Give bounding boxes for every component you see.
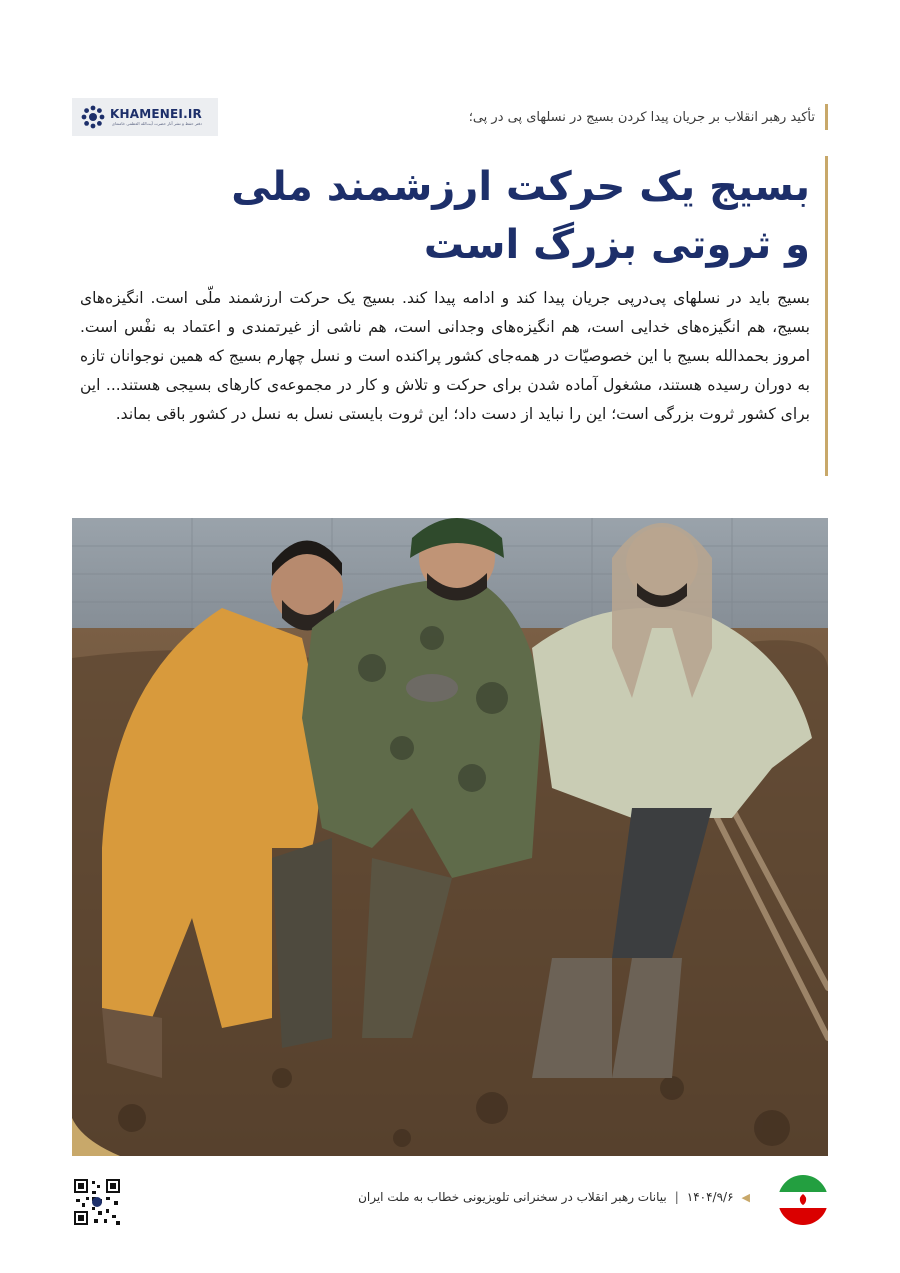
source-text: بیانات رهبر انقلاب در سخنرانی تلویزیونی خطاب به ملت ایران <box>358 1190 667 1204</box>
source-citation <box>358 1190 750 1204</box>
headline <box>90 158 810 274</box>
site-logo[interactable] <box>72 98 218 136</box>
source-date: ۱۴۰۴/۹/۶ <box>686 1190 734 1204</box>
logo-name: KHAMENEI.IR <box>110 106 202 121</box>
logo-emblem-icon <box>80 104 106 130</box>
kicker-text: تأکید رهبر انقلاب بر جریان پیدا کردن بسیج در نسلهای پی در پی؛ <box>468 109 815 125</box>
headline-line-1: بسیج یک حرکت ارزشمند ملی <box>231 164 810 210</box>
quote-body: بسیج باید در نسلهای پی‌درپی جریان پیدا کند و ادامه پیدا کند. بسیج یک حرکت ارزشمند ملّی است. انگیزه‌های بسیج، هم انگیزه‌های خدایی است، هم انگیزه‌های وجدانی است، هم ناشی از غیرتمندی و اعتماد به نفْس است. امروز بحمدالله بسیج با این خصوصیّات در همه‌جای کشور پراکنده است و نسل چهارم بسیج که همین نوجوانان تازه به دوران رسیده هستند، مشغول آماده شدن برای حرکت و تلاش و کار در مجموعه‌ی کارهای بسیجی هستند... این برای کشور ثروت بزرگی است؛ این را نباید از دست داد؛ این ثروت بایستی نسل به نسل در کشور باقی بماند. <box>80 289 810 423</box>
headline-line-2: و ثروتی بزرگ است <box>423 222 810 268</box>
hero-photo <box>72 518 828 1156</box>
qr-code-icon[interactable] <box>72 1177 122 1227</box>
iran-flag-icon <box>778 1175 828 1225</box>
logo-subtitle: دفتر حفظ و نشر آثار حضرت آیت‌الله العظمی خامنه‌ای <box>111 120 202 126</box>
main-article <box>68 156 828 478</box>
article-accent-bar <box>825 156 828 476</box>
photo-illustration <box>72 518 828 1156</box>
kicker <box>469 104 828 130</box>
arrow-left-icon: ◀ <box>741 1190 750 1204</box>
source-separator: | <box>674 1190 679 1204</box>
kicker-accent-bar <box>825 104 828 130</box>
